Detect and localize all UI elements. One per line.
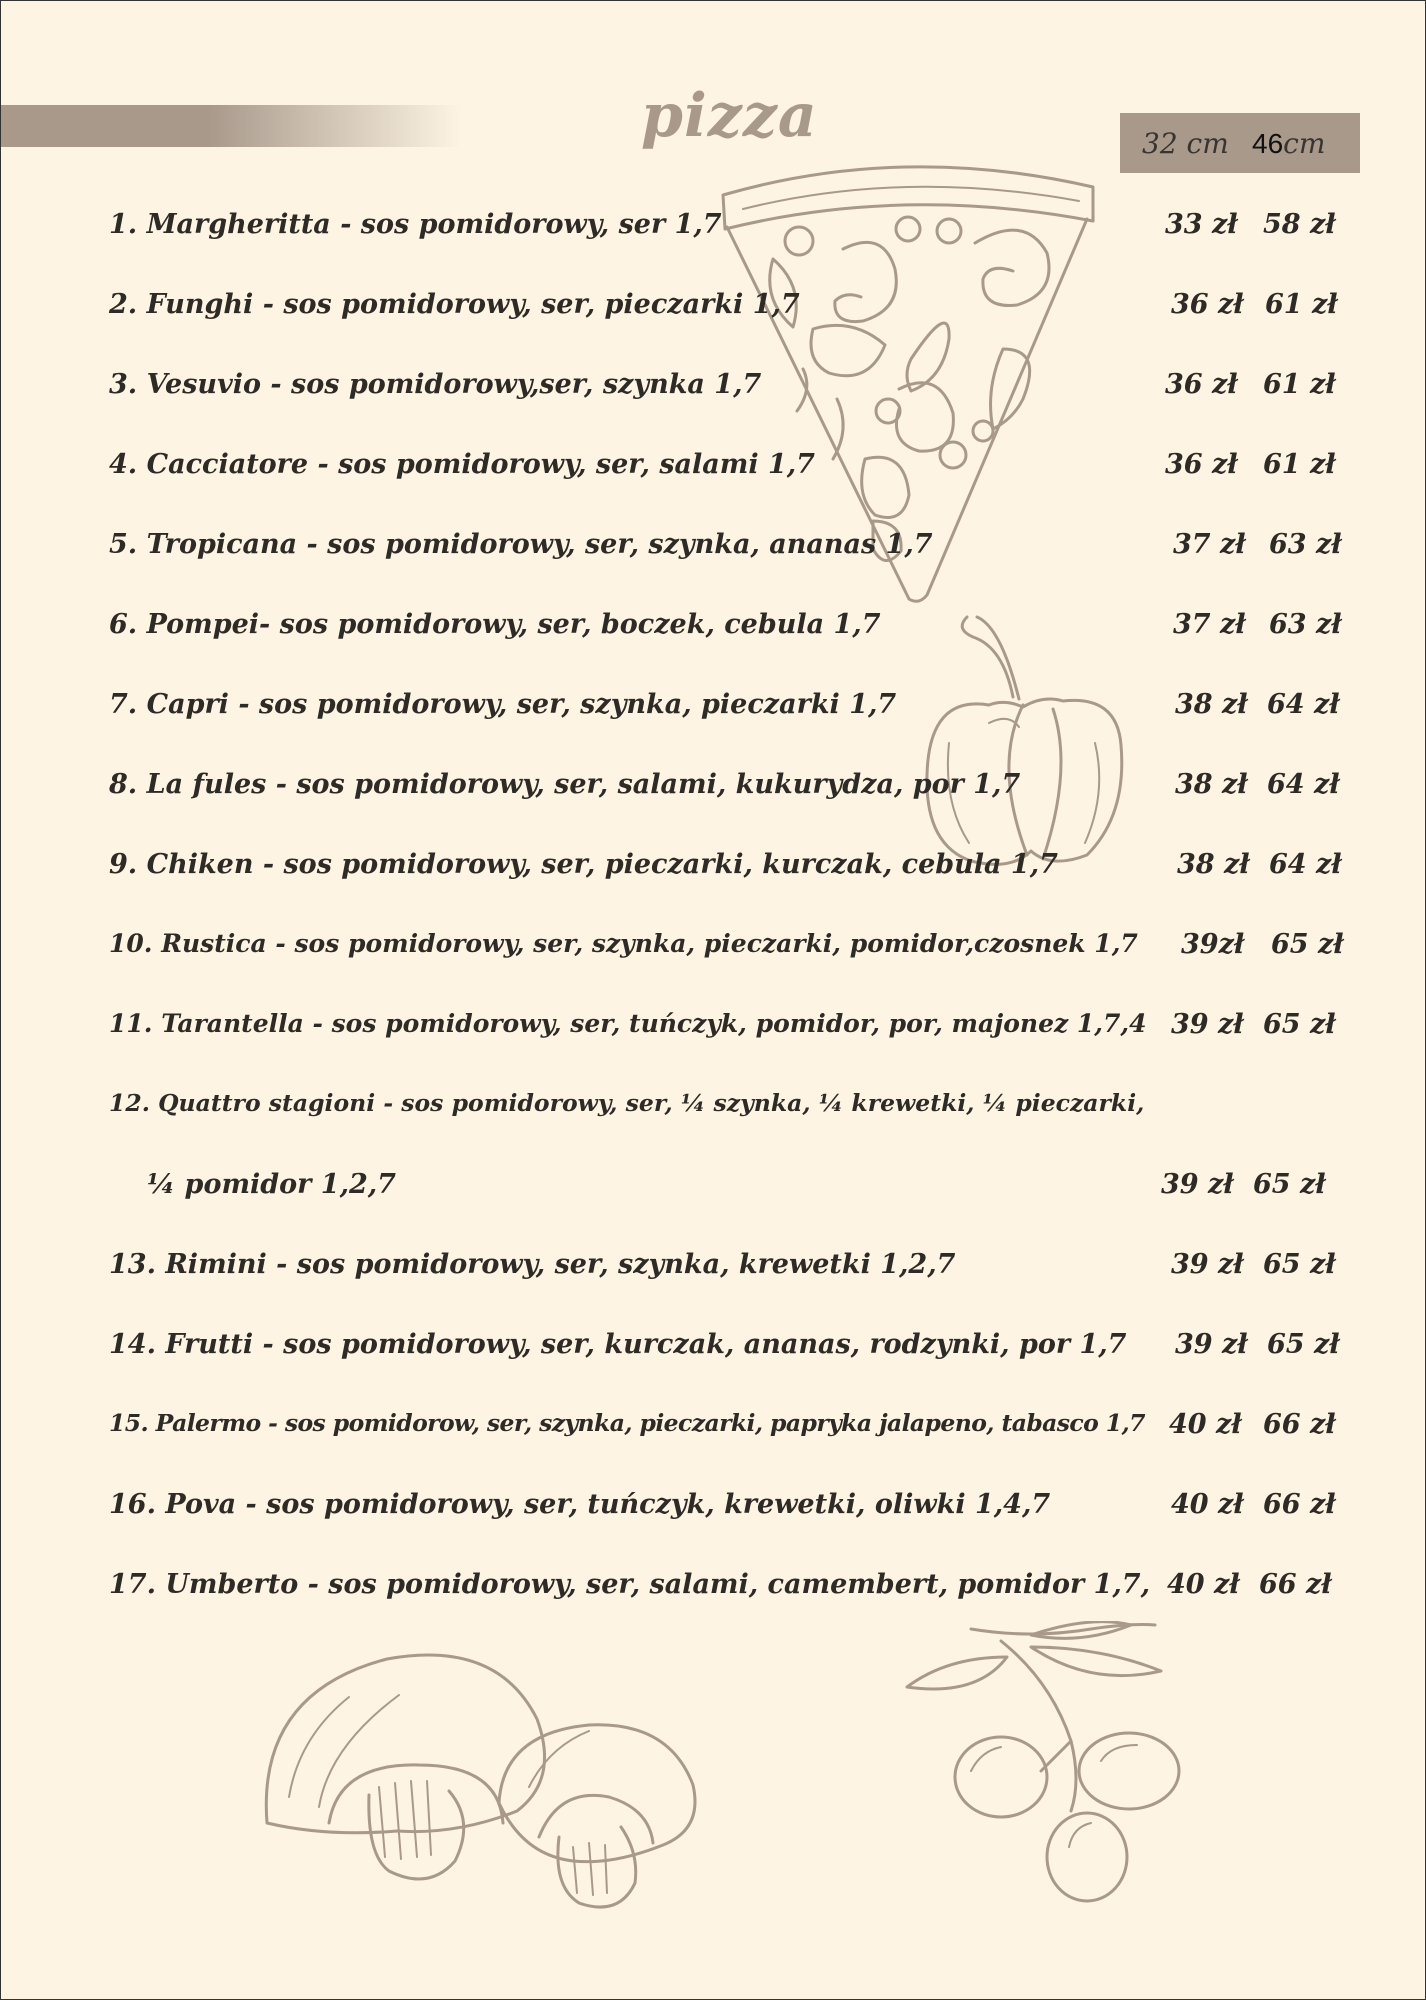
- price-32-item-1: 33 zł: [1165, 209, 1238, 240]
- menu-item-4: 4. Cacciatore - sos pomidorowy, ser, salami 1,7: [109, 449, 815, 480]
- price-46-item-6: 63 zł: [1269, 609, 1342, 640]
- price-32-item-10: 39zł: [1181, 929, 1245, 960]
- menu-item-5: 5. Tropicana - sos pomidorowy, ser, szynka, ananas 1,7: [109, 529, 933, 560]
- menu-item-3: 3. Vesuvio - sos pomidorowy,ser, szynka 1,7: [109, 369, 762, 400]
- size-large-label: [1252, 127, 1325, 160]
- price-32-item-3: 36 zł: [1165, 369, 1238, 400]
- price-32-item-8: 38 zł: [1175, 769, 1248, 800]
- size-small-label: 32 cm: [1142, 127, 1229, 160]
- price-32-item-13: 39 zł: [1171, 1249, 1244, 1280]
- menu-item-12-cont: ¼ pomidor 1,2,7: [147, 1169, 396, 1200]
- price-46-item-11: 65 zł: [1263, 1009, 1336, 1040]
- price-46-item-14: 65 zł: [1267, 1329, 1340, 1360]
- price-32-item-7: 38 zł: [1175, 689, 1248, 720]
- bell-pepper-illustration: [919, 613, 1129, 883]
- menu-item-11: 11. Tarantella - sos pomidorowy, ser, tuńczyk, pomidor, por, majonez 1,7,4: [109, 1009, 1147, 1038]
- menu-item-15: 15. Palermo - sos pomidorow, ser, szynka, pieczarki, papryka jalapeno, tabasco 1,7: [109, 1409, 1145, 1437]
- price-32-item-5: 37 zł: [1173, 529, 1246, 560]
- price-32-item-17: 40 zł: [1167, 1569, 1240, 1600]
- header-gradient-bar: [1, 105, 461, 147]
- price-46-item-13: 65 zł: [1263, 1249, 1336, 1280]
- size-header: [1120, 113, 1360, 173]
- price-46-item-4: 61 zł: [1263, 449, 1336, 480]
- price-46-item-9: 64 zł: [1269, 849, 1342, 880]
- menu-item-1: 1. Margheritta - sos pomidorowy, ser 1,7: [109, 209, 722, 240]
- price-46-item-8: 64 zł: [1267, 769, 1340, 800]
- price-32-item-11: 39 zł: [1171, 1009, 1244, 1040]
- price-46-item-10: 65 zł: [1271, 929, 1344, 960]
- menu-item-17: 17. Umberto - sos pomidorowy, ser, salami, camembert, pomidor 1,7,: [109, 1569, 1150, 1600]
- price-46-item-16: 66 zł: [1263, 1489, 1336, 1520]
- price-46-item-1: 58 zł: [1263, 209, 1336, 240]
- menu-item-16: 16. Pova - sos pomidorowy, ser, tuńczyk, krewetki, oliwki 1,4,7: [109, 1489, 1051, 1520]
- menu-item-9: 9. Chiken - sos pomidorowy, ser, pieczarki, kurczak, cebula 1,7: [109, 849, 1058, 880]
- price-32-item-16: 40 zł: [1171, 1489, 1244, 1520]
- menu-item-6: 6. Pompei- sos pomidorowy, ser, boczek, cebula 1,7: [109, 609, 881, 640]
- price-32-item-4: 36 zł: [1165, 449, 1238, 480]
- price-32-item-12: 39 zł: [1161, 1169, 1234, 1200]
- price-46-item-3: 61 zł: [1263, 369, 1336, 400]
- olive-branch-illustration: [901, 1621, 1231, 1911]
- price-46-item-12: 65 zł: [1253, 1169, 1326, 1200]
- price-46-item-15: 66 zł: [1263, 1409, 1336, 1440]
- price-32-item-9: 38 zł: [1177, 849, 1250, 880]
- price-32-item-15: 40 zł: [1169, 1409, 1242, 1440]
- price-46-item-2: 61 zł: [1265, 289, 1338, 320]
- menu-item-12: 12. Quattro stagioni - sos pomidorowy, ser, ¼ szynka, ¼ krewetki, ¼ pieczarki,: [109, 1089, 1145, 1117]
- price-46-item-7: 64 zł: [1267, 689, 1340, 720]
- menu-item-8: 8. La fules - sos pomidorowy, ser, salami, kukurydza, por 1,7: [109, 769, 1021, 800]
- price-46-item-17: 66 zł: [1259, 1569, 1332, 1600]
- page-title: pizza: [641, 81, 818, 151]
- price-32-item-6: 37 zł: [1173, 609, 1246, 640]
- menu-item-13: 13. Rimini - sos pomidorowy, ser, szynka, krewetki 1,2,7: [109, 1249, 956, 1280]
- size-large-number: 46: [1252, 128, 1284, 159]
- price-32-item-2: 36 zł: [1171, 289, 1244, 320]
- menu-item-7: 7. Capri - sos pomidorowy, ser, szynka, pieczarki 1,7: [109, 689, 897, 720]
- price-46-item-5: 63 zł: [1269, 529, 1342, 560]
- mushroom-illustration: [259, 1647, 703, 1919]
- price-32-item-14: 39 zł: [1175, 1329, 1248, 1360]
- menu-item-2: 2. Funghi - sos pomidorowy, ser, pieczarki 1,7: [109, 289, 800, 320]
- size-large-unit: cm: [1283, 127, 1326, 160]
- menu-item-14: 14. Frutti - sos pomidorowy, ser, kurczak, ananas, rodzynki, por 1,7: [109, 1329, 1127, 1360]
- menu-item-10: 10. Rustica - sos pomidorowy, ser, szynka, pieczarki, pomidor,czosnek 1,7: [109, 929, 1138, 958]
